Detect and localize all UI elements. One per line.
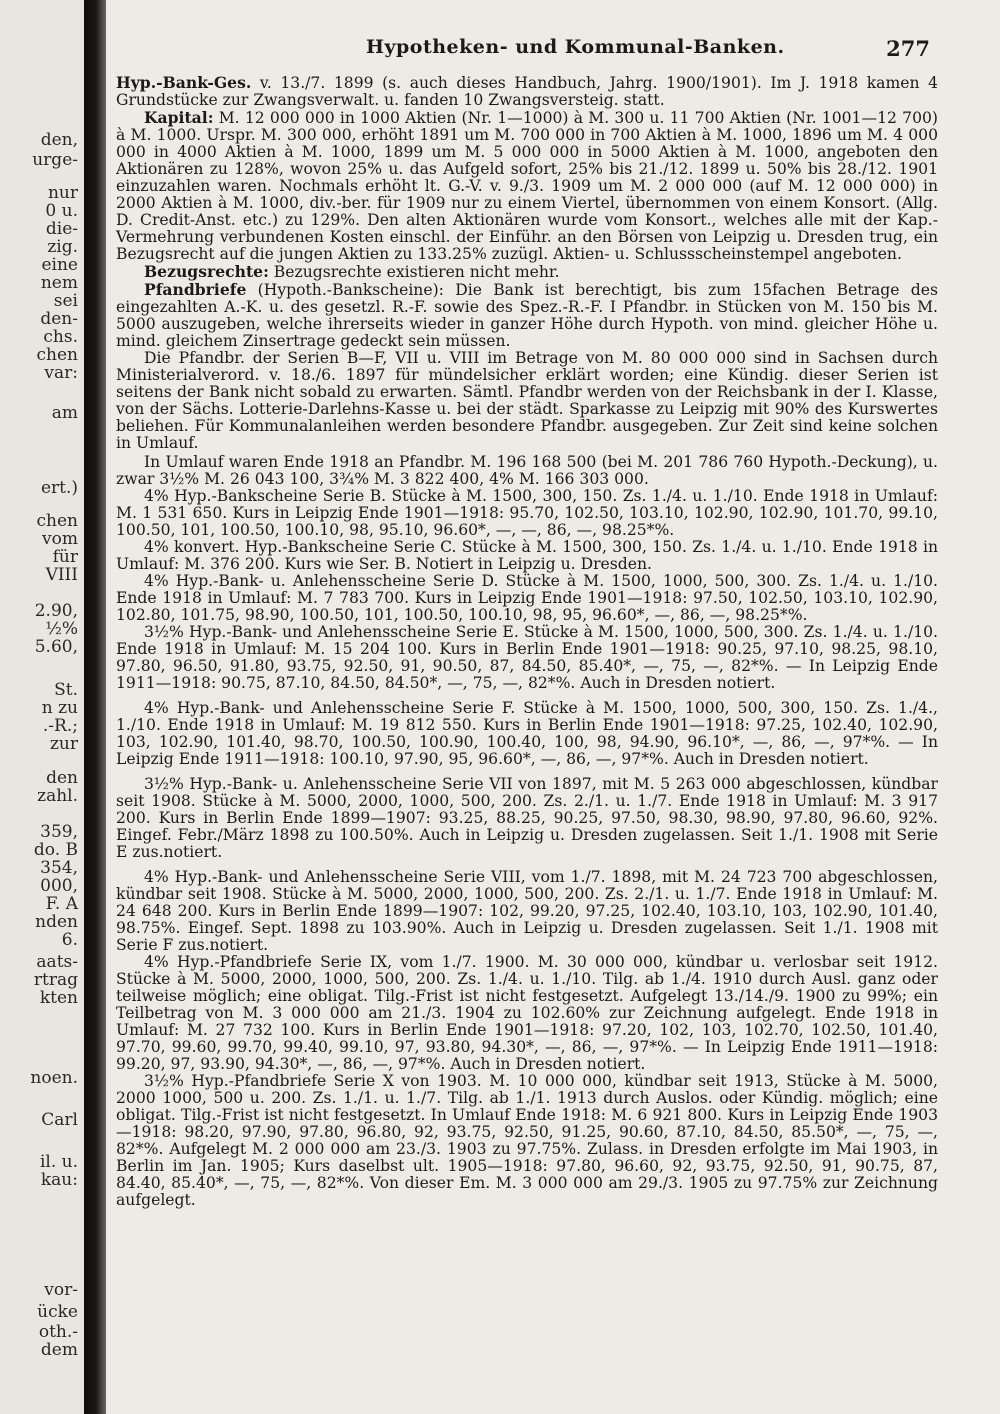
paragraph-text: 4% Hyp.-Bank- und Anlehensscheine Serie F. Stücke à M. 1500, 1000, 500, 300, 150. Zs. 1./4., 1./10. Ende 1918 in Umlauf: M. 19 812 550. Kurs in Berlin Ende 1901—1918: 97.25, 102.40, 102.90, 103, 102.90, 101.40, 98.70, 100.50, 100.90, 100.40, 100, 98, 94.90, 96.10*, —, 86, —, 97*%. — In Leipzig Ende 1911—1918: 100.10, 97.90, 95, 96.60*, —, 86, —, 97*%. Auch in Dresden notiert. [116, 699, 938, 768]
paragraph [116, 109, 938, 263]
paragraph [116, 954, 938, 1073]
paragraph [116, 624, 938, 692]
paragraph-text: v. 13./7. 1899 (s. auch dieses Handbuch, Jahrg. 1900/1901). Im J. 1918 kamen 4 Grundstücke zur Zwangsverwalt. u. fanden 10 Zwangsversteig. statt. [116, 74, 938, 109]
paragraph-lead: Pfandbriefe [144, 280, 247, 299]
facing-page-line: kten [39, 988, 78, 1008]
facing-page-line: il. u. [39, 1152, 78, 1172]
paragraph-text: Bezugsrechte existieren nicht mehr. [268, 263, 560, 281]
facing-page-line: zahl. [37, 786, 78, 806]
paragraph [116, 263, 938, 281]
page-header [106, 36, 1000, 66]
facing-page-line: eine [41, 255, 78, 275]
facing-page-line: dem [40, 1340, 78, 1360]
paragraph-text: 3½% Hyp.-Bank- u. Anlehensscheine Serie VII von 1897, mit M. 5 263 000 abgeschlossen, kündbar seit 1908. Stücke à M. 5000, 2000, 1000, 500, 200. Zs. 2./1. u. 1./7. Ende 1918 in Umlauf: M. 3 917 200. Kurs in Berlin Ende 1899—1907: 93.25, 88.25, 90.25, 97.50, 98.30, 98.90, 97.80, 96.60, 92%. Eingef. Febr./März 1898 zu 100.50%. Auch in Leipzig u. Dresden zugelassen. Seit 1./1. 1908 mit Serie E zus.notiert. [116, 775, 938, 861]
facing-page-fragment [0, 0, 84, 1414]
paragraph [116, 488, 938, 539]
body-text [116, 74, 938, 1209]
paragraph-lead: Kapital: [144, 108, 214, 127]
facing-page-line: nur [47, 183, 78, 203]
facing-page-line: 2.90, [34, 601, 78, 621]
paragraph-text: (Hypoth.-Bankscheine): Die Bank ist berechtigt, bis zum 15fachen Betrage des eingezahlten A.-K. u. des gesetzl. R.-F. sowie des Spez.-R.-F. I Pfandbr. in Stücken von M. 150 bis M. 5000 auszugeben, welche ihrerseits wieder in ganzer Höhe durch Hypoth. von mind. gleicher Höhe u. mind. gleichem Zinsertrage gedeckt sein müssen. [116, 281, 938, 350]
facing-page-line: 000, [40, 876, 78, 896]
paragraph-text: 4% konvert. Hyp.-Bankscheine Serie C. Stücke à M. 1500, 300, 150. Zs. 1./4. u. 1./10. Ende 1918 in Umlauf: M. 376 200. Kurs wie Ser. B. Notiert in Leipzig u. Dresden. [116, 538, 938, 573]
paragraph [116, 454, 938, 488]
facing-page-line: nem [40, 273, 78, 293]
facing-page-line: chen [36, 345, 78, 365]
paragraph-text: 3½% Hyp.-Pfandbriefe Serie X von 1903. M. 10 000 000, kündbar seit 1913, Stücke à M. 5000, 2000 1000, 500 u. 200. Zs. 1./1. u. 1./7. Tilg. ab 1./1. 1913 durch Auslos. oder Kündig. möglich; eine obligat. Tilg.-Frist ist nicht festgesetzt. In Umlauf Ende 1918: M. 6 921 800. Kurs in Leipzig Ende 1903—1918: 98.20, 97.90, 97.80, 96.80, 92, 93.75, 92.50, 91.25, 90.60, 87.10, 84.50, 85.50*, —, 75, —, 82*%. Aufgelegt M. 2 000 000 am 23./3. 1903 zu 97.75%. Zulass. in Dresden erfolgte im Mai 1903, in Berlin im Jan. 1905; Kurs daselbst ult. 1905—1918: 97.80, 96.60, 92, 93.75, 92.50, 91, 90.75, 87, 84.40, 85.40*, —, 75, —, 82*%. Von dieser Em. M. 3 000 000 am 29./3. 1905 zu 97.75% zur Zeichnung aufgelegt. [116, 1072, 938, 1209]
facing-page-line: do. B [33, 840, 78, 860]
paragraph [116, 700, 938, 768]
facing-page-line: var: [44, 363, 78, 383]
document-page [106, 0, 1000, 1414]
facing-page-line: nden [35, 912, 78, 932]
paragraph-text: M. 12 000 000 in 1000 Aktien (Nr. 1—1000) à M. 300 u. 11 700 Aktien (Nr. 1001—12 700) à M. 1000. Urspr. M. 300 000, erhöht 1891 um M. 700 000 in 700 Aktien à M. 1000, 1896 um M. 4 000 000 in 4000 Aktien à M. 1000, 1899 um M. 5 000 000 in 5000 Aktien à M. 1000, angeboten den Aktionären zu 128%, wovon 25% u. das Aufgeld sofort, 25% bis 21./12. 1899 u. 50% bis 28./12. 1901 einzuzahlen waren. Nochmals erhöht lt. G.-V. v. 9./3. 1909 um M. 2 000 000 (auf M. 12 000 000) in 2000 Aktien à M. 1000, div.-ber. für 1909 nur zu einem Viertel, übernommen von einem Konsort. (Allg. D. Credit-Anst. etc.) zu 129%. Den alten Aktionären wurde vom Konsort., welches alle mit der Kap.-Vermehrung verbundenen Kosten einschl. der Einführ. an den Börsen von Leipzig u. Dresden trug, ein Bezugsrecht auf die jungen Aktien zu 133.25% zuzügl. Aktien- u. Schlussscheinstempel angeboten. [116, 109, 938, 263]
facing-page-line: Carl [41, 1110, 78, 1130]
facing-page-line: F. A [45, 894, 78, 914]
paragraph-text: 4% Hyp.-Bankscheine Serie B. Stücke à M. 1500, 300, 150. Zs. 1./4. u. 1./10. Ende 1918 in Umlauf: M. 1 531 650. Kurs in Leipzig Ende 1901—1918: 95.70, 102.50, 103.10, 102.90, 102.90, 101.70, 99.10, 100.50, 101, 100.50, 100.10, 98, 95.10, 96.60*, —, —, 86, —, 98.25*%. [116, 487, 938, 539]
facing-page-line: zig. [47, 237, 78, 257]
facing-page-line: ert.) [40, 478, 78, 498]
facing-page-line: 354, [40, 858, 78, 878]
facing-page-line: urge- [32, 150, 78, 170]
paragraph-text: 4% Hyp.-Bank- u. Anlehensscheine Serie D. Stücke à M. 1500, 1000, 500, 300. Zs. 1./4. u. 1./10. Ende 1918 in Umlauf: M. 7 783 700. Kurs in Leipzig Ende 1901—1918: 97.50, 102.50, 103.10, 102.90, 102.80, 101.75, 98.90, 100.50, 101, 100.50, 100.10, 98, 95, 96.60*, —, 86, —, 98.25*%. [116, 572, 938, 624]
facing-page-line: 0 u. [45, 201, 78, 221]
facing-page-line: rtrag [33, 970, 78, 990]
facing-page-line: den, [40, 130, 78, 150]
facing-page-line: noen. [30, 1068, 78, 1088]
facing-page-line: St. [54, 680, 78, 700]
paragraph [116, 539, 938, 573]
paragraph-text: 3½% Hyp.-Bank- und Anlehensscheine Serie E. Stücke à M. 1500, 1000, 500, 300. Zs. 1./4. u. 1./10. Ende 1918 in Umlauf: M. 15 204 100. Kurs in Berlin Ende 1901—1918: 90.25, 97.10, 98.25, 98.10, 97.80, 96.50, 91.80, 93.75, 92.50, 91, 90.50, 87, 84.50, 85.40*, —, 75, —, 82*%. — In Leipzig Ende 1911—1918: 90.75, 87.10, 84.50, 84.50*, —, 75, —, 82*%. Auch in Dresden notiert. [116, 623, 938, 692]
paragraph [116, 74, 938, 109]
facing-page-line: den [46, 768, 78, 788]
facing-page-line: .-R.; [42, 716, 78, 736]
paragraph-lead: Hyp.-Bank-Ges. [116, 73, 252, 92]
facing-page-line: aats- [36, 952, 78, 972]
facing-page-line: 359, [40, 822, 78, 842]
facing-page-line: chen [36, 511, 78, 531]
facing-page-line: sei [53, 291, 78, 311]
facing-page-line: ½% [45, 619, 78, 639]
facing-page-line: 6. [61, 930, 78, 950]
page-number: 277 [886, 36, 930, 61]
facing-page-line: n zu [41, 698, 78, 718]
facing-page-line: für [52, 547, 78, 567]
paragraph-text: Die Pfandbr. der Serien B—F, VII u. VIII im Betrage von M. 80 000 000 sind in Sachsen durch Ministerialverord. v. 18./6. 1897 für mündelsicher erklärt worden; eine Kündig. dieser Serien ist seitens der Bank nicht sobald zu erwarten. Sämtl. Pfandbr werden von der Reichsbank in der I. Klasse, von der Sächs. Lotterie-Darlehns-Kasse u. bei der städt. Sparkasse zu Leipzig mit 90% des Kurswertes beliehen. Für Kommunalanleihen werden besondere Pfandbr. ausgegeben. Zur Zeit sind keine solchen in Umlauf. [116, 349, 938, 452]
facing-page-line: VIII [45, 565, 78, 585]
paragraph-text: 4% Hyp.-Pfandbriefe Serie IX, vom 1./7. 1900. M. 30 000 000, kündbar u. verlosbar seit 1912. Stücke à M. 5000, 2000, 1000, 500, 200. Zs. 1./4. u. 1./10. Tilg. ab 1./4. 1910 durch Ausl. ganz oder teilweise möglich; eine obligat. Tilg.-Frist ist nicht festgesetzt. Aufgelegt 13./14./9. 1900 zu 99%; ein Teilbetrag von M. 3 000 000 am 21./3. 1904 zu 102.60% zur Zeichnung aufgelegt. Ende 1918 in Umlauf: M. 27 732 100. Kurs in Berlin Ende 1901—1918: 97.20, 102, 103, 102.70, 102.50, 101.40, 97.70, 99.60, 99.70, 99.40, 99.10, 97, 93.80, 94.30*, —, 86, —, 97*%. — In Leipzig Ende 1911—1918: 99.20, 97, 93.90, 94.30*, —, 86, —, 97*%. Auch in Dresden notiert. [116, 953, 938, 1073]
facing-page-line: am [51, 403, 78, 423]
paragraph [116, 350, 938, 452]
paragraph [116, 776, 938, 861]
paragraph-lead: Bezugsrechte: [144, 262, 269, 281]
facing-page-line: zur [49, 734, 78, 754]
facing-page-line: vom [42, 529, 78, 549]
facing-page-line: den- [40, 309, 78, 329]
paragraph [116, 573, 938, 624]
facing-page-line: ücke [37, 1302, 78, 1322]
running-title: Hypotheken- und Kommunal-Banken. [366, 36, 785, 58]
paragraph [116, 281, 938, 350]
facing-page-line: 5.60, [34, 637, 78, 657]
facing-page-line: oth.- [38, 1322, 78, 1342]
facing-page-line: vor- [44, 1280, 78, 1300]
paragraph-text: 4% Hyp.-Bank- und Anlehensscheine Serie VIII, vom 1./7. 1898, mit M. 24 723 700 abgeschlossen, kündbar seit 1908. Stücke à M. 5000, 2000, 1000, 500, 200. Zs. 2./1. u. 1./7. Ende 1918 in Umlauf: M. 24 648 200. Kurs in Berlin Ende 1899—1907: 102, 99.20, 97.25, 102.40, 103.10, 103, 102.90, 101.40, 98.75%. Eingef. Sept. 1898 zu 103.90%. Auch in Leipzig u. Dresden zugelassen. Seit 1./1. 1908 mit Serie F zus.notiert. [116, 868, 938, 954]
paragraph [116, 869, 938, 954]
facing-page-line: die- [45, 219, 78, 239]
paragraph [116, 1073, 938, 1209]
facing-page-line: kau: [40, 1170, 78, 1190]
book-gutter [84, 0, 106, 1414]
paragraph-text: In Umlauf waren Ende 1918 an Pfandbr. M. 196 168 500 (bei M. 201 786 760 Hypoth.-Deckung), u. zwar 3½% M. 26 043 100, 3¾% M. 3 822 400, 4% M. 166 303 000. [116, 453, 938, 488]
facing-page-line: chs. [43, 327, 78, 347]
